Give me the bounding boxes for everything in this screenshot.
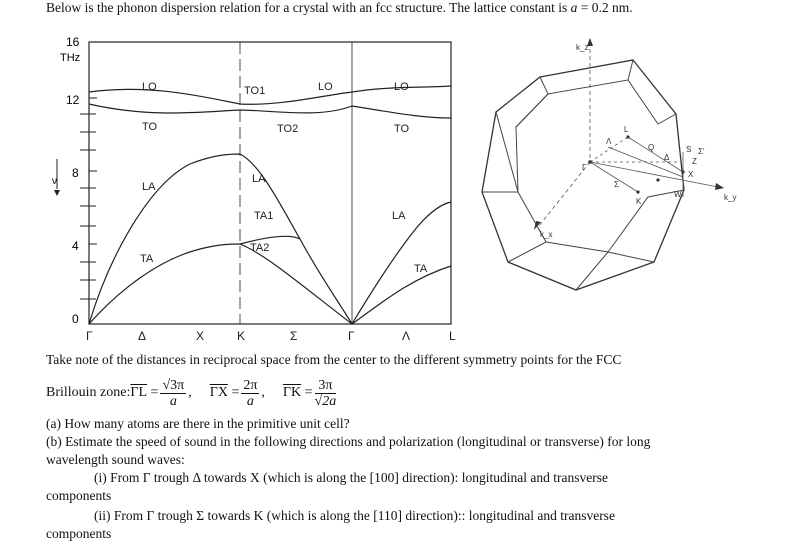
x-point-delta: Δ	[138, 329, 147, 343]
axis-label-ky: k_y	[724, 193, 737, 202]
x-point-l: L	[449, 329, 456, 343]
lattice-value: = 0.2 nm.	[577, 0, 633, 15]
label-to-left: TO	[142, 121, 158, 133]
to-branch	[89, 104, 451, 118]
x-point-sigma: Σ	[290, 329, 298, 343]
gk-denominator: √2a	[314, 393, 337, 409]
bz-label-delta: Δ	[664, 153, 670, 162]
question-b: (b) Estimate the speed of sound in the following directions and polarization (longitudinal or transverse) for long	[46, 434, 651, 449]
question-ii-cont: components	[46, 526, 112, 541]
y-unit: THz	[60, 52, 81, 64]
label-to2: TO2	[277, 123, 299, 135]
gl-eq: =	[147, 385, 159, 400]
distance-equations: Brillouin zone: $\overline{\Gamma L}$ = $\frac{√3\pi}{a}$ , $\overline{\Gamma X}$ = $\frac{2\pi}{a}$ , $\overline{\Gamma K}$ = $\frac{3\pi}{√2a}$	[46, 377, 337, 409]
bz-label-sigma: Σ	[614, 180, 619, 189]
y-axis-arrowhead	[54, 190, 60, 196]
phonon-dispersion-plot	[0, 14, 470, 344]
label-lo-left: LO	[142, 81, 157, 93]
bz-label-k: K	[636, 197, 642, 206]
label-ta2: TA2	[250, 242, 270, 254]
label-la-right: LA	[392, 210, 406, 222]
la-branch	[89, 154, 451, 324]
bz-axes	[538, 42, 718, 227]
bz-label-w: W	[674, 190, 682, 199]
y-axis-symbol: ν	[52, 176, 57, 187]
gl-label: $\overline{\Gamma L}$	[130, 385, 148, 400]
x-point-x: X	[196, 329, 205, 343]
bz-label-x: X	[688, 170, 694, 179]
bz-label-q: Q	[648, 143, 655, 152]
label-to-right: TO	[394, 123, 410, 135]
question-a: (a) How many atoms are there in the primitive unit cell?	[46, 416, 350, 431]
ky-arrowhead	[715, 183, 724, 190]
gl-denominator: a	[169, 393, 177, 409]
y-tick-16: 16	[66, 35, 80, 49]
gl-fraction	[160, 378, 186, 409]
bz-outline	[482, 60, 684, 290]
note-line1: Take note of the distances in reciprocal space from the center to the different symmetry points for the FCC	[46, 352, 622, 367]
acoustic-branches	[89, 154, 451, 324]
label-lo-right: LO	[394, 81, 409, 93]
label-ta-left: TA	[140, 253, 154, 265]
label-la-mid: LA	[252, 173, 266, 185]
gx-fraction	[241, 378, 259, 409]
bz-label-l: L	[624, 125, 629, 134]
axis-label-kx: k_x	[540, 230, 553, 239]
gx-numerator: 2π	[243, 377, 258, 393]
label-lo-mid: LO	[318, 81, 333, 93]
question-b-cont: wavelength sound waves:	[46, 452, 185, 467]
gx-denominator: a	[246, 393, 254, 409]
gx-label: $\overline{\Gamma X}$	[209, 385, 228, 400]
question-i: (i) From Γ trough Δ towards X (which is along the [100] direction): longitudinal and transverse	[94, 470, 609, 485]
gl-numerator: √3π	[162, 377, 185, 393]
bz-label-s: S	[686, 145, 692, 154]
intro-text: Below is the phonon dispersion relation for a crystal with an fcc structure. The lattice constant is	[46, 0, 571, 15]
label-la-left: LA	[142, 181, 156, 193]
x-point-gamma-left: Γ	[86, 329, 93, 343]
question-i-cont: components	[46, 488, 112, 503]
gk-numerator: 3π	[315, 378, 337, 394]
bz-label-z: Z	[692, 157, 697, 166]
x-point-lambda: Λ	[402, 329, 411, 343]
question-ii: (ii) From Γ trough Σ towards K (which is along the [110] direction):: longitudinal and transverse	[94, 508, 615, 523]
bz-label-gamma: Γ	[582, 163, 587, 172]
y-tick-4: 4	[72, 239, 79, 253]
label-ta-right: TA	[414, 263, 428, 275]
y-tick-0: 0	[72, 312, 79, 326]
y-tick-12: 12	[66, 93, 80, 107]
gk-label: $\overline{\Gamma K}$	[282, 385, 302, 400]
lattice-symbol: a	[570, 0, 578, 15]
bz-label-sigma-prime: Σ'	[698, 147, 705, 156]
axis-label-kz: k_z	[576, 43, 589, 52]
bz-label-lambda: Λ	[606, 137, 612, 146]
ta2-branch	[240, 236, 300, 244]
y-tick-8: 8	[72, 166, 79, 180]
x-point-gamma-mid: Γ	[348, 329, 355, 343]
label-to1: TO1	[244, 85, 266, 97]
brillouin-zone-diagram	[478, 32, 738, 322]
label-ta1: TA1	[254, 210, 274, 222]
bz-faces	[482, 60, 684, 290]
x-point-k: K	[237, 329, 246, 343]
gk-fraction	[315, 378, 337, 409]
bz-prefix: Brillouin zone:	[46, 385, 131, 400]
